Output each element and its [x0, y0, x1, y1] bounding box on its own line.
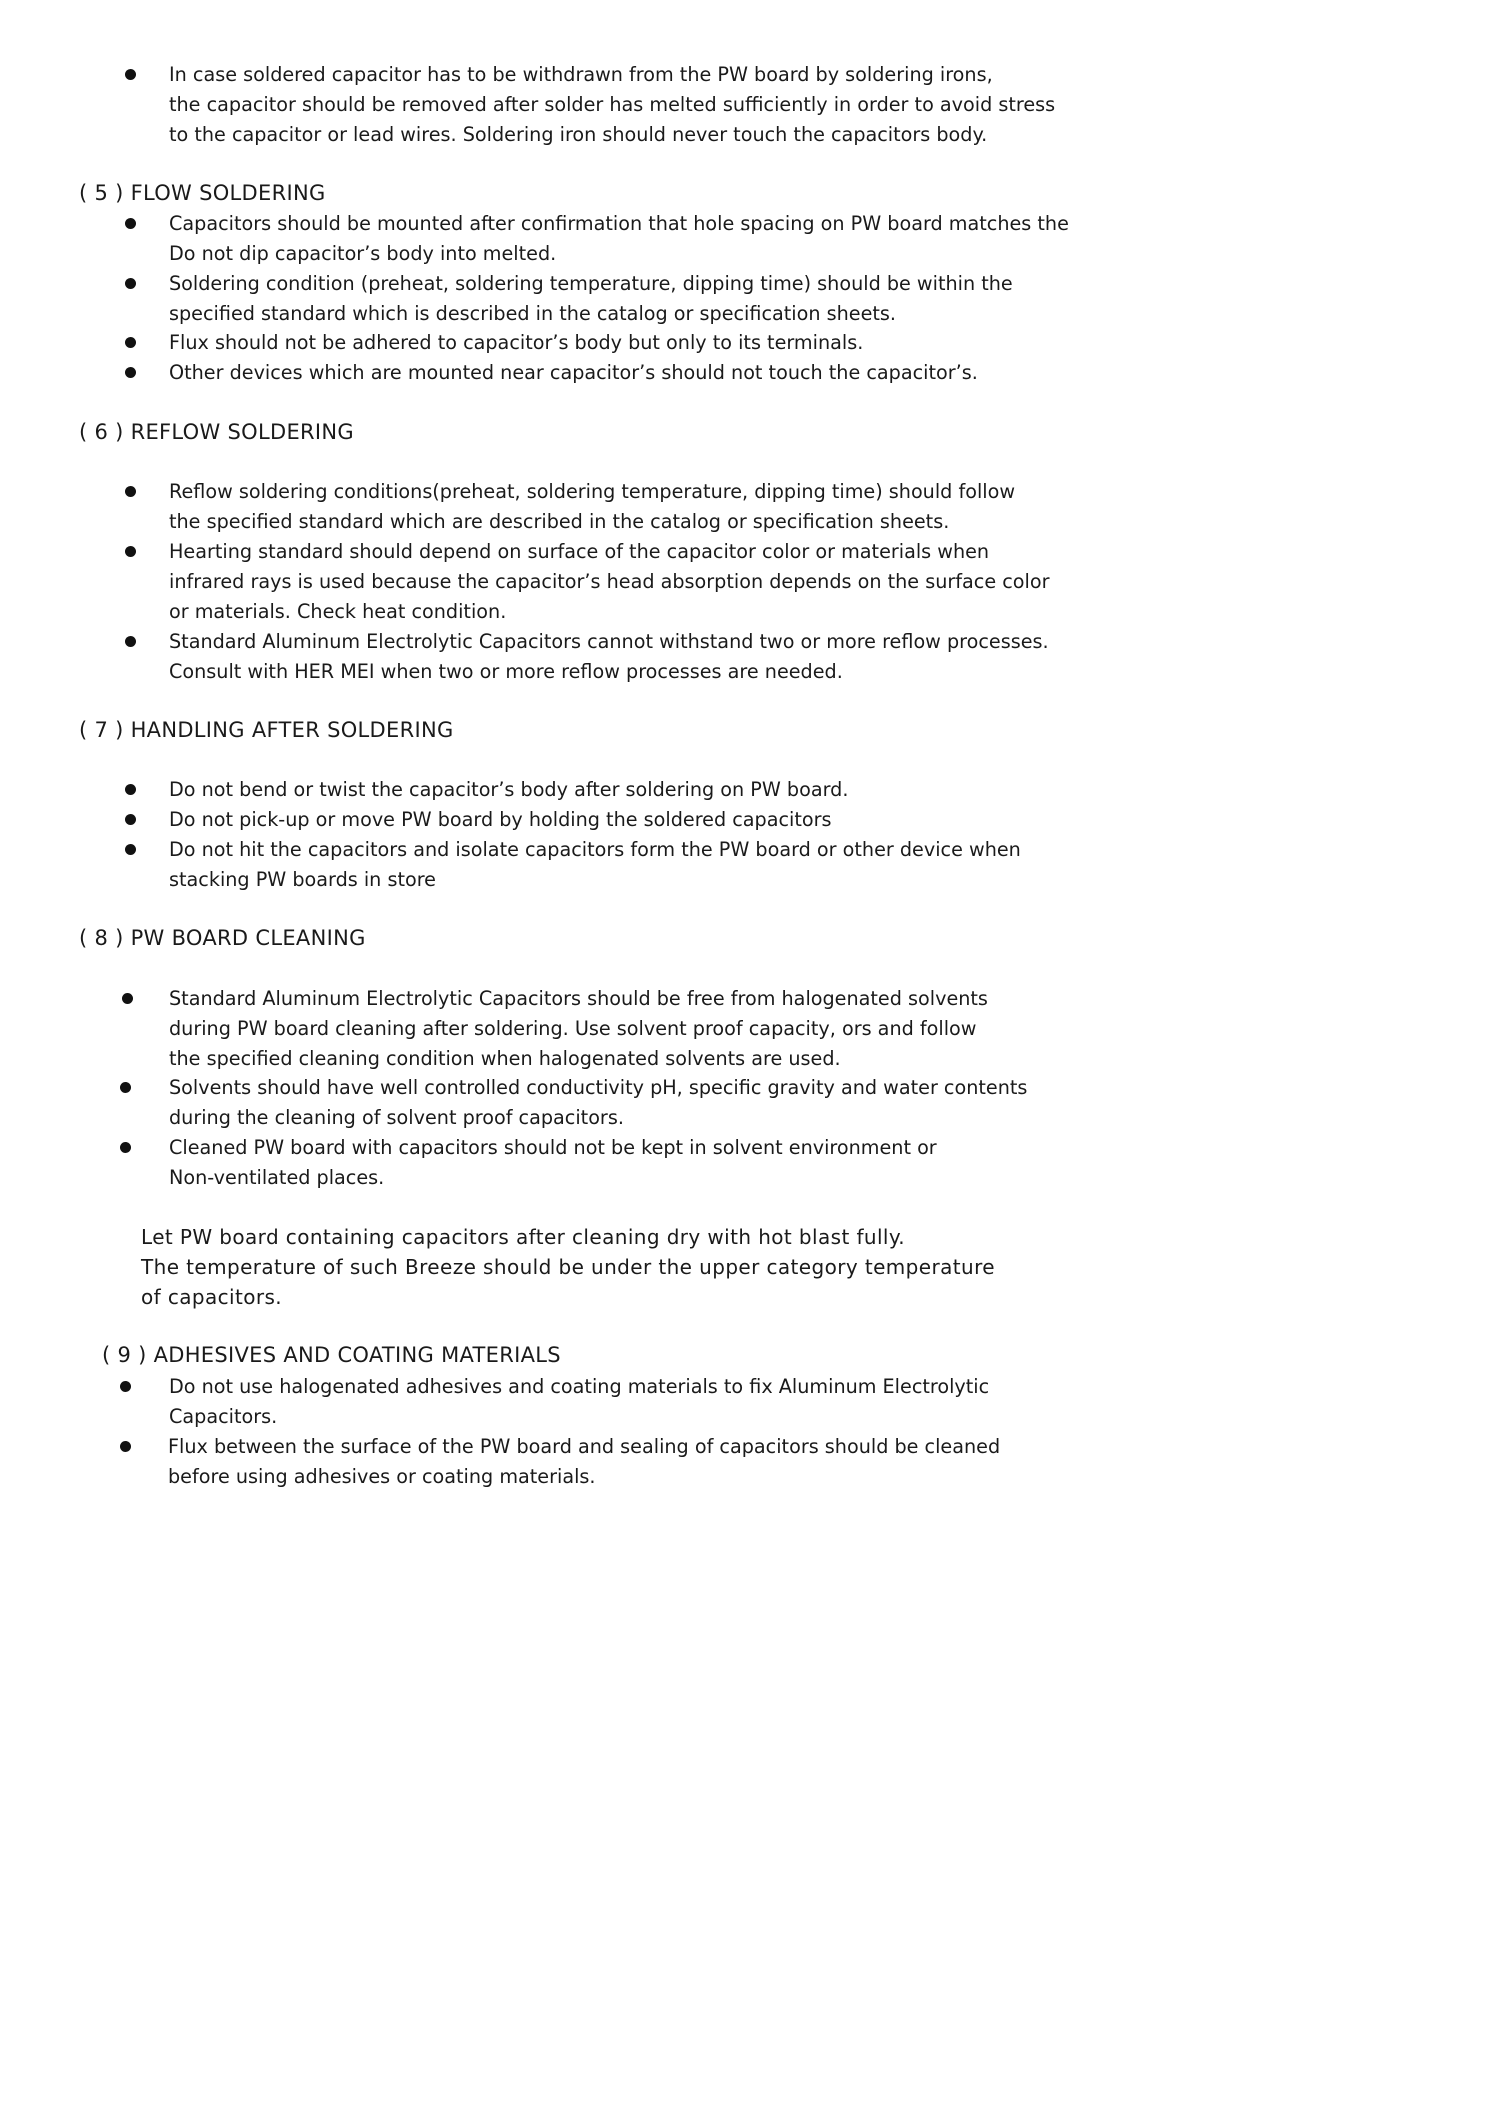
section-heading-handling-after-soldering: ( 7 ) HANDLING AFTER SOLDERING	[79, 718, 454, 742]
bullet-text: Capacitors should be mounted after confirmation that hole spacing on PW board matches the Do not dip capacitor’s body into melted.	[169, 212, 1069, 265]
bullet-icon	[125, 784, 136, 795]
bullet-icon	[120, 1082, 131, 1093]
bullet-icon	[125, 636, 136, 647]
bullet-icon	[125, 337, 136, 348]
section-heading-reflow-soldering: ( 6 ) REFLOW SOLDERING	[79, 420, 354, 444]
bullet-text: Do not hit the capacitors and isolate capacitors form the PW board or other device when stacking PW boards in store	[169, 838, 1021, 891]
bullet-text: Other devices which are mounted near capacitor’s should not touch the capacitor’s.	[169, 361, 978, 384]
section-heading-adhesives-coating: ( 9 ) ADHESIVES AND COATING MATERIALS	[102, 1343, 561, 1367]
bullet-icon	[125, 367, 136, 378]
bullet-icon	[125, 486, 136, 497]
bullet-icon	[120, 1441, 131, 1452]
bullet-text: Do not use halogenated adhesives and coating materials to fix Aluminum Electrolytic Capacitors.	[169, 1375, 990, 1428]
bullet-icon	[125, 69, 136, 80]
bullet-text: Do not pick-up or move PW board by holding the soldered capacitors	[169, 808, 832, 831]
bullet-text: Cleaned PW board with capacitors should not be kept in solvent environment or Non-ventilated places.	[169, 1136, 937, 1189]
bullet-icon	[122, 993, 133, 1004]
bullet-icon	[125, 844, 136, 855]
bullet-text: Standard Aluminum Electrolytic Capacitors should be free from halogenated solvents during PW board cleaning after soldering. Use solvent proof capacity, ors and follow the specified cleaning condition when halogenated solvents are used.	[169, 987, 988, 1070]
bullet-icon	[120, 1381, 131, 1392]
bullet-icon	[125, 278, 136, 289]
bullet-icon	[125, 814, 136, 825]
bullet-text: Flux between the surface of the PW board and sealing of capacitors should be cleaned before using adhesives or coating materials.	[168, 1435, 1001, 1488]
bullet-icon	[120, 1142, 131, 1153]
section-heading-flow-soldering: ( 5 ) FLOW SOLDERING	[79, 181, 326, 205]
bullet-text: Do not bend or twist the capacitor’s body after soldering on PW board.	[169, 778, 849, 801]
bullet-icon	[125, 546, 136, 557]
bullet-text: Hearting standard should depend on surface of the capacitor color or materials when infrared rays is used because the capacitor’s head absorption depends on the surface color or materials. Check heat condition.	[169, 540, 1050, 623]
bullet-icon	[125, 218, 136, 229]
bullet-text: Soldering condition (preheat, soldering temperature, dipping time) should be within the specified standard which is described in the catalog or specification sheets.	[169, 272, 1013, 325]
bullet-text: Solvents should have well controlled conductivity pH, specific gravity and water contents during the cleaning of solvent proof capacitors.	[169, 1076, 1028, 1129]
bullet-text: Reflow soldering conditions(preheat, soldering temperature, dipping time) should follow the specified standard which are described in the catalog or specification sheets.	[169, 480, 1016, 533]
bullet-text: In case soldered capacitor has to be withdrawn from the PW board by soldering irons, the capacitor should be removed after solder has melted sufficiently in order to avoid stress to the capacitor or lead wires. Soldering iron should never touch the capacitors body.	[169, 63, 1056, 146]
bullet-text: Standard Aluminum Electrolytic Capacitors cannot withstand two or more reflow processes. Consult with HER MEI when two or more reflow processes are needed.	[169, 630, 1049, 683]
section-heading-pw-board-cleaning: ( 8 ) PW BOARD CLEANING	[79, 926, 366, 950]
cleaning-note: Let PW board containing capacitors after cleaning dry with hot blast fully. The temperature of such Breeze should be under the upper category temperature of capacitors.	[141, 1225, 995, 1309]
bullet-text: Flux should not be adhered to capacitor’s body but only to its terminals.	[169, 331, 864, 354]
